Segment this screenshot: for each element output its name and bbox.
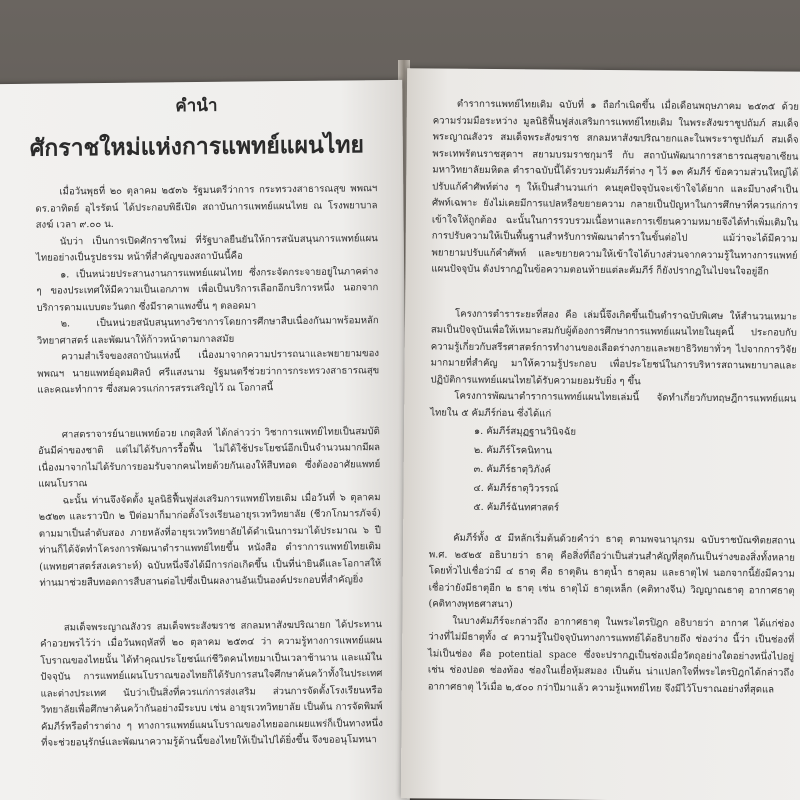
scripture-list — [403, 421, 800, 520]
paragraph: ๒. เป็นหน่วยสนับสนุนทางวิชาการโดยการศึกษาสืบเนื่องกันมาพร้อมหลักวิทยาศาสตร์ และพัฒนาให้ก้าวหน้าตามกาลสมัย — [36, 315, 379, 347]
page-subheading: ศักราชใหม่แห่งการแพทย์แผนไทย — [29, 131, 365, 162]
list-item: ๕. คัมภีร์ฉันทศาสตร์ — [473, 501, 560, 514]
list-item: ๓. คัมภีร์ธาตุวิภังค์ — [473, 463, 551, 476]
list-item: ๒. คัมภีร์โรคนิทาน — [473, 444, 553, 457]
paragraph: โครงการพัฒนาตำราการแพทย์แผนไทยเล่มนี้ จัดทำเกี่ยวกับทฤษฎีการแพทย์แผนไทยใน ๕ คัมภีร์ก่อน ซึ่งได้แก่ — [430, 390, 797, 419]
list-item: ๑. คัมภีร์สมุฏฐานวินิจฉัย — [473, 425, 577, 438]
right-page — [401, 68, 800, 800]
paragraph: นับว่า เป็นการเปิดศักราชใหม่ ที่รัฐบาลยืนยันให้การสนับสนุนการแพทย์แผนไทยอย่างเป็นรูปธรรม หน้าที่สำคัญของสถาบันนี้คือ — [35, 232, 378, 264]
paragraph: ความสำเร็จของสถาบันแห่งนี้ เนื่องมาจากความปรารถนาและพยายามของ พพณฯ นายแพทย์อุดมศิลป์ ศรีแสงนาม รัฐมนตรีช่วยว่าการกระทรวงสาธารณสุขและคณะทำการ ซึ่งสมควรแก่การสรรเสริญไว้ ณ โอกาสนี้ — [37, 348, 380, 396]
paragraph: ๑. เป็นหน่วยประสานงานการแพทย์แผนไทย ซึ่งกระจัดกระจายอยู่ในภาคต่าง ๆ ของประเทศให้มีความเป็นเอกภาพ เพื่อเป็นบริการเลือกอีกบริการหนึ่ง นอกจากบริการตามแบบตะวันตก ซึ่งมีราคาแพงขึ้น ๆ ตลอดมา — [36, 265, 379, 314]
paragraph: ฉะนั้น ท่านจึงจัดตั้ง มูลนิธิฟื้นฟูส่งเสริมการแพทย์ไทยเดิม เมื่อวันที่ ๖ ตุลาคม ๒๕๒๓ และราวปีก ๒ ปีต่อมาก็มาก่อตั้งโรงเรียนอายุรเวทวิทยาลัย (ชีวกโกมารภัจจ์) ตามมาเป็นลำดับสอง ภายหลังที่อายุรเวทวิทยาลัยได้ดำเนินการมาได้ประมาณ ๖ ปี ท่านก็ได้จัดทำโครงการพัฒนาตำราแพทย์ไทยขึ้น หนังสือ ตำราการแพทย์ไทยเดิม (แพทยศาสตร์สงเคราะห์) ฉบับหนึ่งจึงได้มีการก่อเกิดขึ้น เป็นที่น่ายินดีและโอกาสให้ท่านมาช่วยสืบทอดการสืบสานต่อไปซึ่งเป็นผลงานอันเป็นองค์ประกอบที่สำคัญยิ่ง — [38, 491, 382, 589]
paragraph: เมื่อวันพุธที่ ๒๐ ตุลาคม ๒๕๓๖ รัฐมนตรีว่าการ กระทรวงสาธารณสุข พพณฯ ดร.อาทิตย์ อุไรรัตน์ ได้ประกอบพิธีเปิด สถาบันการแพทย์แผนไทย ณ โรงพยาบาลสงฆ์ เวลา ๙.๐๐ น. — [35, 183, 378, 231]
paragraph: คัมภีร์ทั้ง ๕ มีหลักเริ่มต้นด้วยคำว่า ธาตุ ตามพจนานุกรม ฉบับราชบัณฑิตยสถาน พ.ศ. ๒๕๒๕ อธิบายว่า ธาตุ คือสิ่งที่ถือว่าเป็นส่วนสำคัญที่สุดกันเป็นร่างของสิ่งทั้งหลาย โดยทั่วไปเชื่อว่ามี ๔ ธาตุ คือ ธาตุดิน ธาตุน้ำ ธาตุลม และธาตุไฟ นอกจากนี้ยังมีความเชื่อว่ายังมีธาตุอีก ๒ ธาตุ เช่น ธาตุไม้ ธาตุเหล็ก (คติทางจีน) วิญญาณธาตุ อากาศธาตุ (คติทางพุทธศาสนา) — [428, 532, 796, 611]
left-page — [0, 80, 410, 800]
page-heading: คำนำ — [175, 95, 218, 117]
paragraph: ศาสตราจารย์นายแพทย์อวย เกตุสิงห์ ได้กล่าวว่า วิชาการแพทย์ไทยเป็นสมบัติอันมีค่าของชาติ แต่ไม่ได้รับการรื้อฟื้น ไม่ได้ใช้ประโยชน์อีกเป็นจำนวนมากมีผลเนื่องมาจากไม่ได้รับการยอมรับจากคนไทยด้วยกันเองให้สืบทอด ซึ่งต้องอาศัยแพทย์แผนโบราณ — [37, 425, 381, 490]
paragraph: ในบางคัมภีร์จะกล่าวถึง อากาศธาตุ ในพระไตรปิฎก อธิบายว่า อากาศ ได้แก่ช่องว่างที่ไม่มีธาตุทั้ง ๔ ความรู้ในปัจจุบันทางการแพทย์ได้อธิบายถึง ช่องว่าง นี้ว่า เป็นช่องที่ไม่เป็นช่อง คือ potential space ซึ่งจะปรากฏเป็นช่องเมื่อวัตถุอย่างใดอย่างหนึ่งไปอยู่ เช่น ช่องปอด ช่องท้อง ช่องในเยื่อหุ้มสมอง เป็นต้น น่าแปลกใจที่พระไตรปิฎกได้กล่าวถึง อากาศธาตุ ไว้เมื่อ ๒,๕๐๐ กว่าปีมาแล้ว ความรู้แพทย์ไทย จึงมีไว้โบราณอย่างที่สุดแล — [427, 615, 795, 695]
paragraph: สมเด็จพระญาณสังวร สมเด็จพระสังฆราช สกลมหาสังฆปริณายก ได้ประทานคำอวยพรไว้ว่า เมื่อวันพฤหัสที่ ๒๐ ตุลาคม ๒๕๓๔ ว่า ความรู้ทางการแพทย์แผนโบราณของไทยนั้น ได้ทำคุณประโยชน์แก่ชีวิตคนไทยมาเป็นเวลาช้านาน และแม้ในปัจจุบัน การแพทย์แผนโบราณของไทยก็ได้รับการสนใจศึกษาค้นคว้าทั้งในประเทศและต่างประเทศ นับว่าเป็นสิ่งที่ควรแก่การส่งเสริม ส่วนการจัดตั้งโรงเรียนหรือวิทยาลัยเพื่อศึกษาค้นคว้ากันอย่างมีระบบ เช่น อายุรเวทวิทยาลัย เป็นต้น การจัดพิมพ์คัมภีร์หรือตำราต่าง ๆ ทางการแพทย์แผนโบราณของไทยออกเผยแพร่ก็เป็นทางหนึ่งที่จะช่วยอนุรักษ์และพัฒนาความรู้ด้านนี้ของไทยให้เป็นไปได้ยิ่งขึ้น จึงขออนุโมทนา — [39, 618, 383, 749]
paragraph: โครงการตำราระยะที่สอง คือ เล่มนี้จึงเกิดขึ้นเป็นตำราฉบับพิเศษ ให้สำนวนเหมาะสมเป็นปัจจุบันเพื่อให้เหมาะสมกับผู้ต้องการศึกษาการแพทย์แผนไทยในยุคนี้ ประกอบกับความรู้เกี่ยวกับสรีรศาสตร์การทำงานของเลือดร่างกายและพยาธิวิทยาทั่วๆ ไปจากการวิจัยมากมายที่สำคัญ มาให้ความรู้ประกอบ เพื่อประโยชน์ในการบริหารสถานพยาบาลและปฏิบัติการแพทย์แผนไทยได้รับความยอมรับยิ่ง ๆ ขึ้น — [430, 308, 798, 387]
list-item: ๔. คัมภีร์ธาตุวิวรรณ์ — [473, 482, 559, 495]
paragraph: ตำราการแพทย์ไทยเดิม ฉบับที่ ๑ ถือกำเนิดขึ้น เมื่อเดือนพฤษภาคม ๒๕๓๕ ด้วยความร่วมมือระหว่าง มูลนิธิฟื้นฟูส่งเสริมการแพทย์ไทยเดิม ในพระสังฆราชูปถัมภ์ สมเด็จพระญาณสังวร สมเด็จพระสังฆราช สกลมหาสังฆปริณายกและในพระราชูปถัมภ์ สมเด็จพระเทพรัตนราชสุดาฯ สยามบรมราชกุมารี กับ สถาบันพัฒนาการสาธารณสุขอาเซียน มหาวิทยาลัยมหิดล ตำราฉบับนี้ได้รวบรวมคัมภีร์ต่าง ๆ ไว้ ๑๓ คัมภีร์ ข้อความส่วนใหญ่ได้ปรับแก้คำศัพท์ต่าง ๆ ให้เป็นสำนวนเก่า คนยุคปัจจุบันจะเข้าใจได้ยาก และมีบางคำเป็นศัพท์เฉพาะ ยังไม่เคยมีการแปลหรือขยายความ กลายเป็นปัญหาในการศึกษาที่ควรแก่การเข้าใจให้ถูกต้อง ฉะนั้นในการรวบรวมเนื้อหาและการเขียนความหมายจึงได้ทำเพิ่มเติมในการปรับความให้เป็นพื้นฐานสำหรับการพัฒนาตำราในขั้นต่อไป แม้ว่าจะได้มีความพยายามปรับแก้คำศัพท์ และขยายความให้เข้าใจได้บางส่วนจากความรู้ในทางการแพทย์แผนปัจจุบัน ดังปรากฏในข้อความตอนท้ายแต่ละคัมภีร์ ก็ยังปรากฏในไปจนใจอยู่อีก — [431, 98, 799, 278]
